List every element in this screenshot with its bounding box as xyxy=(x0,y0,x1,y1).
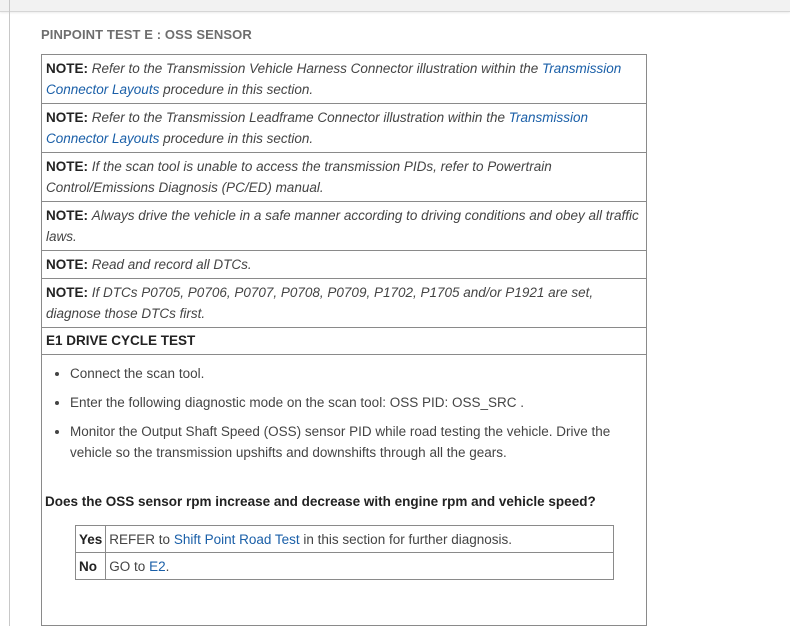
connector-layouts-link[interactable]: Transmission Connector Layouts xyxy=(46,61,622,97)
yes-text: REFER to xyxy=(109,531,171,547)
step-heading: E1 DRIVE CYCLE TEST xyxy=(42,328,646,355)
table-row xyxy=(76,553,614,580)
e2-link[interactable]: E2 xyxy=(149,558,166,574)
note-text: Refer to the Transmission Vehicle Harness Connector illustration within the xyxy=(91,61,539,76)
note-label: NOTE: xyxy=(46,159,88,174)
no-action xyxy=(106,553,614,580)
note-label: NOTE: xyxy=(46,257,88,272)
connector-layouts-link[interactable]: Transmission Connector Layouts xyxy=(46,110,589,146)
shift-point-road-test-link[interactable]: Shift Point Road Test xyxy=(173,531,300,547)
note-5 xyxy=(42,251,646,279)
step-instructions xyxy=(42,363,646,463)
no-label: No xyxy=(76,553,106,580)
note-6 xyxy=(42,279,646,328)
note-3 xyxy=(42,153,646,202)
no-text-after: . xyxy=(165,558,170,574)
note-text: Always drive the vehicle in a safe manner according to driving conditions and obey all traffic laws. xyxy=(46,208,639,244)
note-label: NOTE: xyxy=(46,61,88,76)
note-label: NOTE: xyxy=(46,285,88,300)
pinpoint-test-box xyxy=(41,54,647,626)
note-text: If DTCs P0705, P0706, P0707, P0708, P0709, P1702, P1705 and/or P1921 are set, diagnose those DTCs first. xyxy=(46,285,594,321)
left-divider xyxy=(9,0,10,626)
yes-action xyxy=(106,526,614,553)
answer-table xyxy=(75,525,614,580)
note-text-after: procedure in this section. xyxy=(163,131,314,146)
yes-text-after: in this section for further diagnosis. xyxy=(303,531,513,547)
note-text-after: procedure in this section. xyxy=(163,82,314,97)
list-item: • Monitor the Output Shaft Speed (OSS) sensor PID while road testing the vehicle. Drive the vehicle so the transmission upshifts and downshifts through all the gears. xyxy=(70,421,636,463)
page-title: PINPOINT TEST E : OSS SENSOR xyxy=(41,27,252,42)
list-item: • Connect the scan tool. xyxy=(70,363,636,384)
step-question: Does the OSS sensor rpm increase and decrease with engine rpm and vehicle speed? xyxy=(45,494,596,509)
note-text: Refer to the Transmission Leadframe Connector illustration within the xyxy=(91,110,505,125)
table-row xyxy=(76,526,614,553)
yes-label: Yes xyxy=(76,526,106,553)
top-toolbar xyxy=(0,0,790,12)
note-text: If the scan tool is unable to access the transmission PIDs, refer to Powertrain Control/Emissions Diagnosis (PC/ED) manual. xyxy=(46,159,552,195)
note-text: Read and record all DTCs. xyxy=(91,257,252,272)
note-2 xyxy=(42,104,646,153)
note-label: NOTE: xyxy=(46,110,88,125)
note-label: NOTE: xyxy=(46,208,88,223)
note-4 xyxy=(42,202,646,251)
note-1 xyxy=(42,55,646,104)
no-text: GO to xyxy=(109,558,146,574)
list-item: • Enter the following diagnostic mode on the scan tool: OSS PID: OSS_SRC . xyxy=(70,392,636,413)
